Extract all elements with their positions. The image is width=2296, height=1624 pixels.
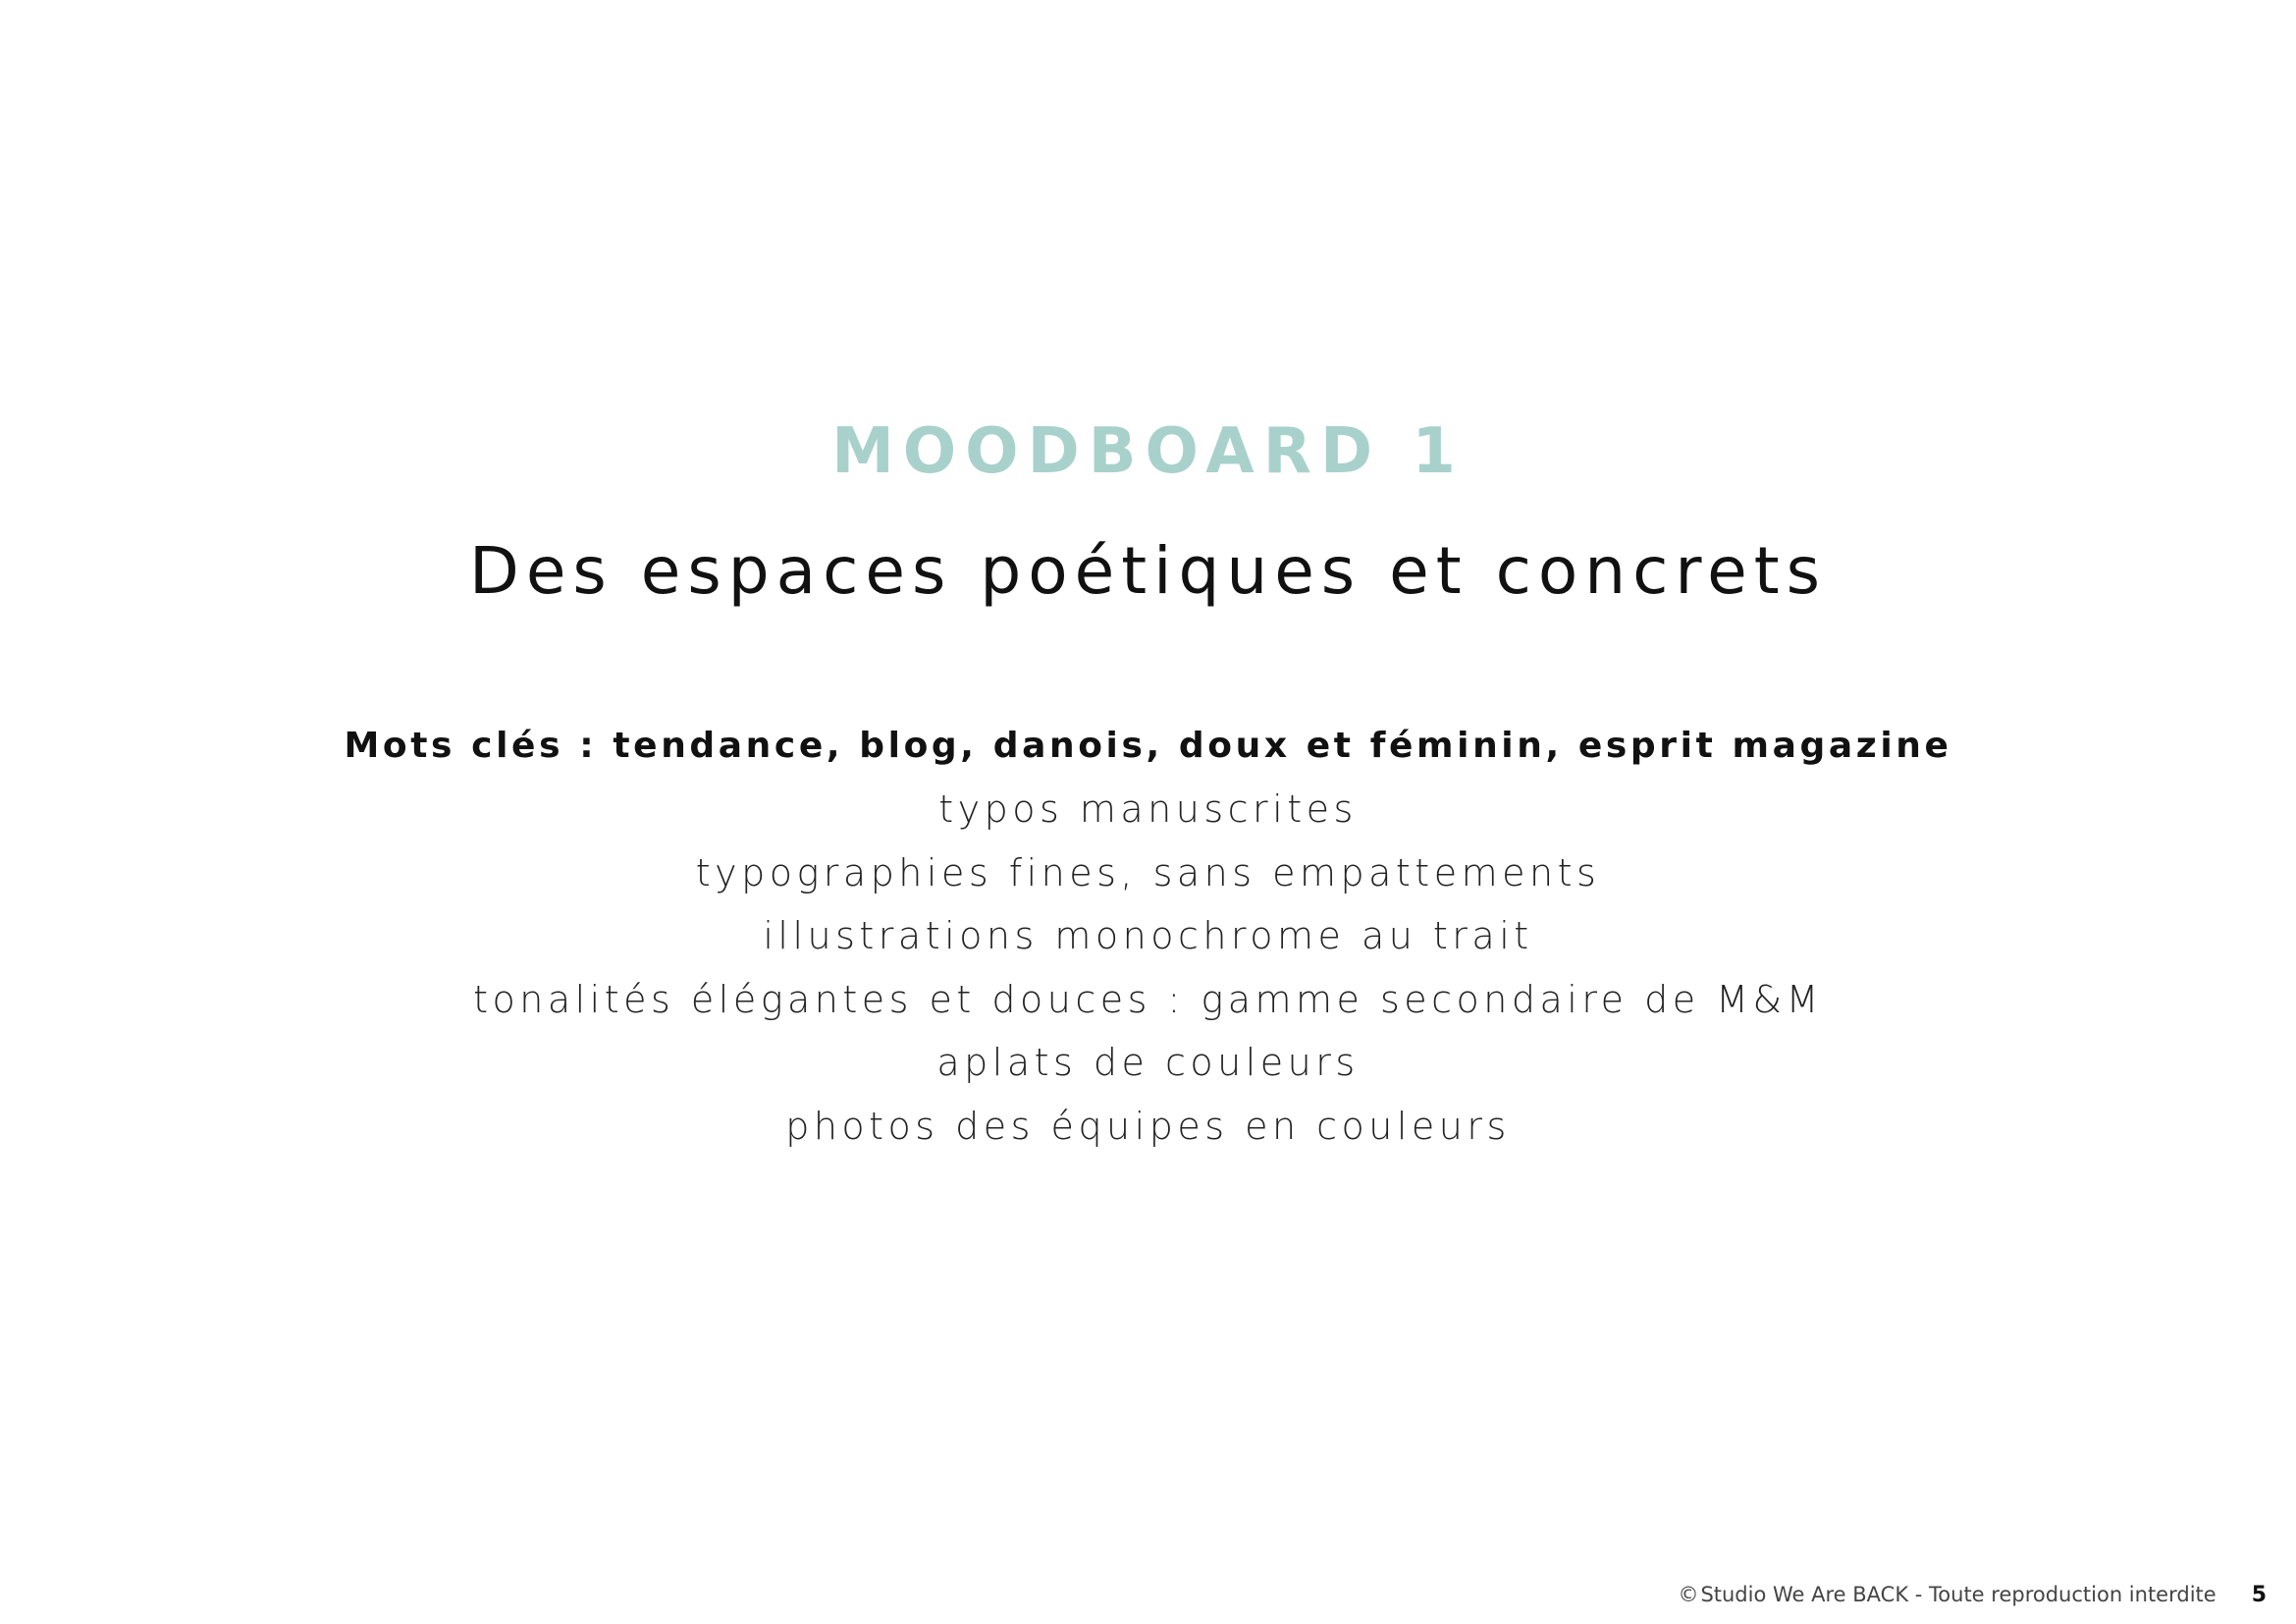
page-title: Des espaces poétiques et concrets: [469, 533, 1827, 609]
description-list: [0, 778, 2296, 1158]
copyright-notice: [1678, 1583, 2216, 1606]
list-item: photos des équipes en couleurs: [785, 1104, 1511, 1148]
moodboard-kicker: MOODBOARD 1: [831, 415, 1465, 488]
list-item: typographies fines, sans empattements: [695, 850, 1601, 894]
list-item: tonalités élégantes et douces : gamme secondaire de M&M: [473, 977, 1823, 1021]
list-item: aplats de couleurs: [936, 1041, 1360, 1084]
copyright-icon: ©: [1678, 1583, 1699, 1606]
copyright-text: Studio We Are BACK - Toute reproduction interdite: [1700, 1583, 2216, 1606]
list-item: typos manuscrites: [938, 787, 1358, 831]
keywords-line: Mots clés : tendance, blog, danois, doux et féminin, esprit magazine: [344, 726, 1952, 766]
page-number: 5: [2251, 1582, 2267, 1607]
list-item: illustrations monochrome au trait: [763, 914, 1533, 957]
page-footer: [1678, 1575, 2267, 1614]
